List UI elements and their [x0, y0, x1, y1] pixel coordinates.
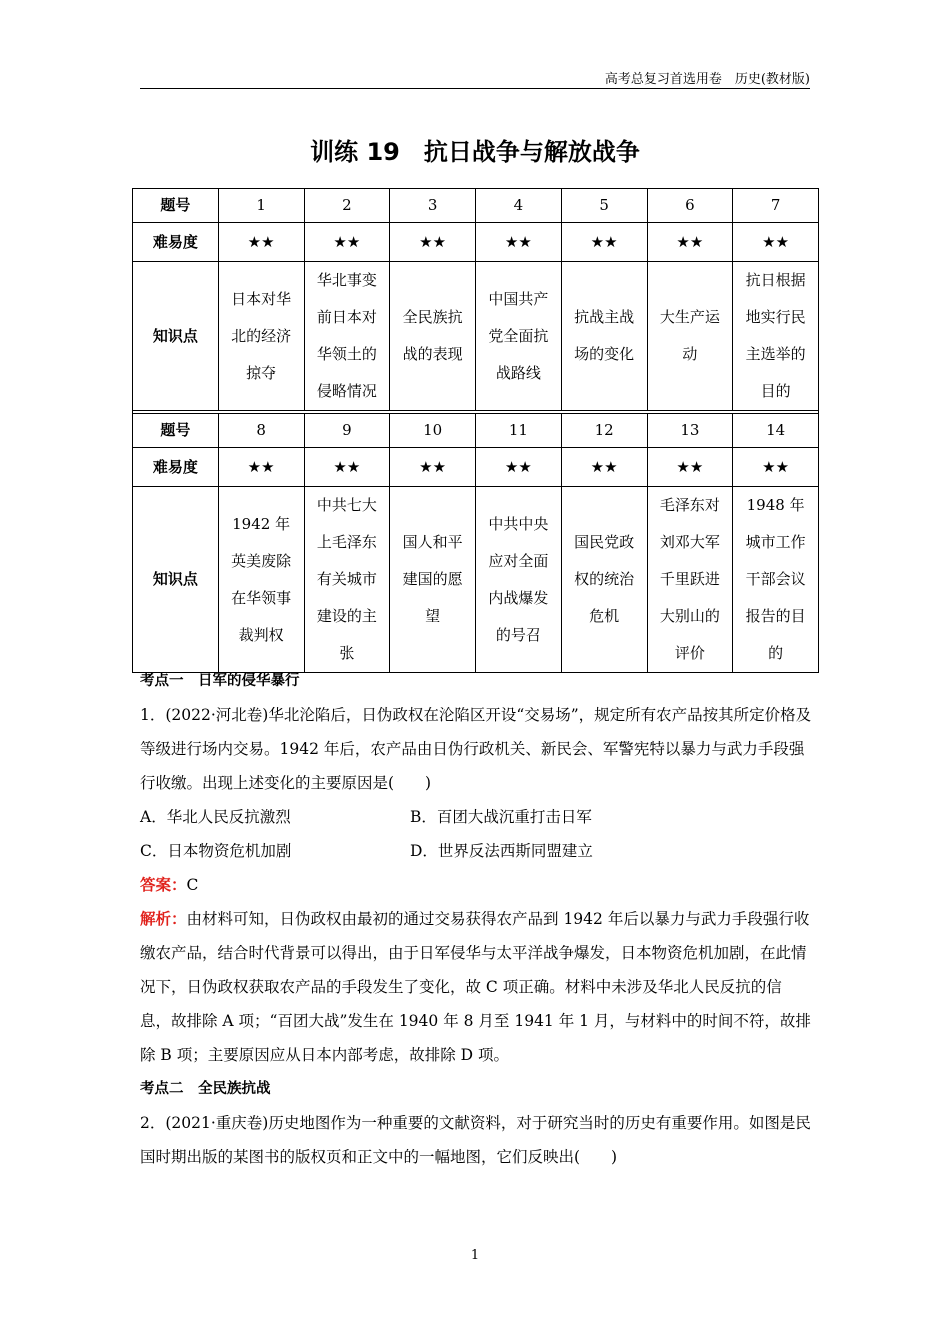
question-no: 9: [304, 414, 390, 448]
difficulty-stars: ★★: [733, 223, 819, 262]
topic-cell: 1942 年英美废除在华领事裁判权: [218, 487, 304, 673]
topic-cell: 国人和平建国的愿望: [390, 487, 476, 673]
question-no: 3: [390, 189, 476, 223]
topic-cell: 中国共产党全面抗战路线: [476, 262, 562, 411]
topic-cell: 毛泽东对刘邓大军千里跃进大别山的评价: [647, 487, 733, 673]
header-divider: [140, 88, 810, 89]
question-no: 11: [476, 414, 562, 448]
analysis-text: 由材料可知，日伪政权由最初的通过交易获得农产品到 1942 年后以暴力与武力手段强行收缴农产品，结合时代背景可以得出，由于日军侵华与太平洋战争爆发，日本物资危机加剧，在此情况下，日伪政权获取农产品的手段发生了变化，故 C 项正确。材料中未涉及华北人民反抗的信息，故排除 A 项；“百团大战”发生在 1940 年 8 月至 1941 年 1 月，与材料中的时间不符，故排除 B 项；主要原因应从日本内部考虑，故排除 D 项。: [140, 910, 811, 1064]
section-heading: 考点二 全民族抗战: [140, 1081, 271, 1097]
label-difficulty: 难易度: [133, 223, 219, 262]
analysis-label: 解析：: [140, 910, 187, 928]
difficulty-stars: ★★: [476, 448, 562, 487]
topic-cell: 抗战主战场的变化: [561, 262, 647, 411]
option-a: A．华北人民反抗激烈: [140, 808, 291, 826]
options-row: [140, 834, 812, 868]
topic-cell: 中共中央应对全面内战爆发的号召: [476, 487, 562, 673]
question-no: 4: [476, 189, 562, 223]
label-difficulty: 难易度: [133, 448, 219, 487]
answer-label: 答案：: [140, 876, 187, 894]
difficulty-stars: ★★: [733, 448, 819, 487]
label-question-no: 题号: [133, 189, 219, 223]
topic-cell: 国民党政权的统治危机: [561, 487, 647, 673]
label-knowledge: 知识点: [133, 487, 219, 673]
difficulty-stars: ★★: [304, 223, 390, 262]
section-heading: 考点一 日军的侵华暴行: [140, 673, 300, 689]
question-no: 6: [647, 189, 733, 223]
difficulty-stars: ★★: [647, 223, 733, 262]
topic-cell: 大生产运动: [647, 262, 733, 411]
analysis-paragraph: [140, 902, 812, 1072]
question-no: 10: [390, 414, 476, 448]
label-knowledge: 知识点: [133, 262, 219, 411]
question-no: 7: [733, 189, 819, 223]
question-no: 8: [218, 414, 304, 448]
topic-cell: 抗日根据地实行民主选举的目的: [733, 262, 819, 411]
difficulty-stars: ★★: [561, 448, 647, 487]
page-title: 训练 19 抗日战争与解放战争: [310, 138, 640, 166]
question-no: 2: [304, 189, 390, 223]
option-b: B．百团大战沉重打击日军: [410, 808, 592, 826]
question-no: 14: [733, 414, 819, 448]
table-row-numbers: [133, 414, 819, 448]
question-content: [140, 664, 812, 1174]
topic-cell: 华北事变前日本对华领土的侵略情况: [304, 262, 390, 411]
table-row-numbers: [133, 189, 819, 223]
difficulty-stars: ★★: [390, 223, 476, 262]
page-number: 1: [470, 1248, 480, 1263]
question-no: 1: [218, 189, 304, 223]
table-row-topics: [133, 487, 819, 673]
question-no: 5: [561, 189, 647, 223]
option-c: C．日本物资危机加剧: [140, 842, 292, 860]
answer-line: [140, 868, 812, 902]
table-row-topics: [133, 262, 819, 411]
difficulty-stars: ★★: [218, 223, 304, 262]
difficulty-stars: ★★: [476, 223, 562, 262]
topic-cell: 1948 年城市工作干部会议报告的目的: [733, 487, 819, 673]
answer-value: C: [186, 876, 199, 894]
options-row: [140, 800, 812, 834]
topic-cell: 日本对华北的经济掠夺: [218, 262, 304, 411]
difficulty-stars: ★★: [218, 448, 304, 487]
difficulty-stars: ★★: [390, 448, 476, 487]
difficulty-stars: ★★: [304, 448, 390, 487]
topic-cell: 全民族抗战的表现: [390, 262, 476, 411]
label-question-no: 题号: [133, 414, 219, 448]
topic-cell: 中共七大上毛泽东有关城市建设的主张: [304, 487, 390, 673]
knowledge-table: [132, 188, 819, 673]
table-row-difficulty: [133, 223, 819, 262]
difficulty-stars: ★★: [561, 223, 647, 262]
question-stem: 1．(2022·河北卷)华北沦陷后，日伪政权在沦陷区开设“交易场”，规定所有农产品按其所定价格及等级进行场内交易。1942 年后，农产品由日伪行政机关、新民会、军警宪特以暴力与武力手段强行收缴。出现上述变化的主要原因是( ): [140, 706, 812, 792]
option-d: D．世界反法西斯同盟建立: [410, 842, 593, 860]
difficulty-stars: ★★: [647, 448, 733, 487]
table-row-difficulty: [133, 448, 819, 487]
header-text: 高考总复习首选用卷 历史(教材版): [604, 72, 810, 87]
question-no: 12: [561, 414, 647, 448]
question-stem: 2．(2021·重庆卷)历史地图作为一种重要的文献资料，对于研究当时的历史有重要作用。如图是民国时期出版的某图书的版权页和正文中的一幅地图，它们反映出( ): [140, 1114, 811, 1166]
question-no: 13: [647, 414, 733, 448]
